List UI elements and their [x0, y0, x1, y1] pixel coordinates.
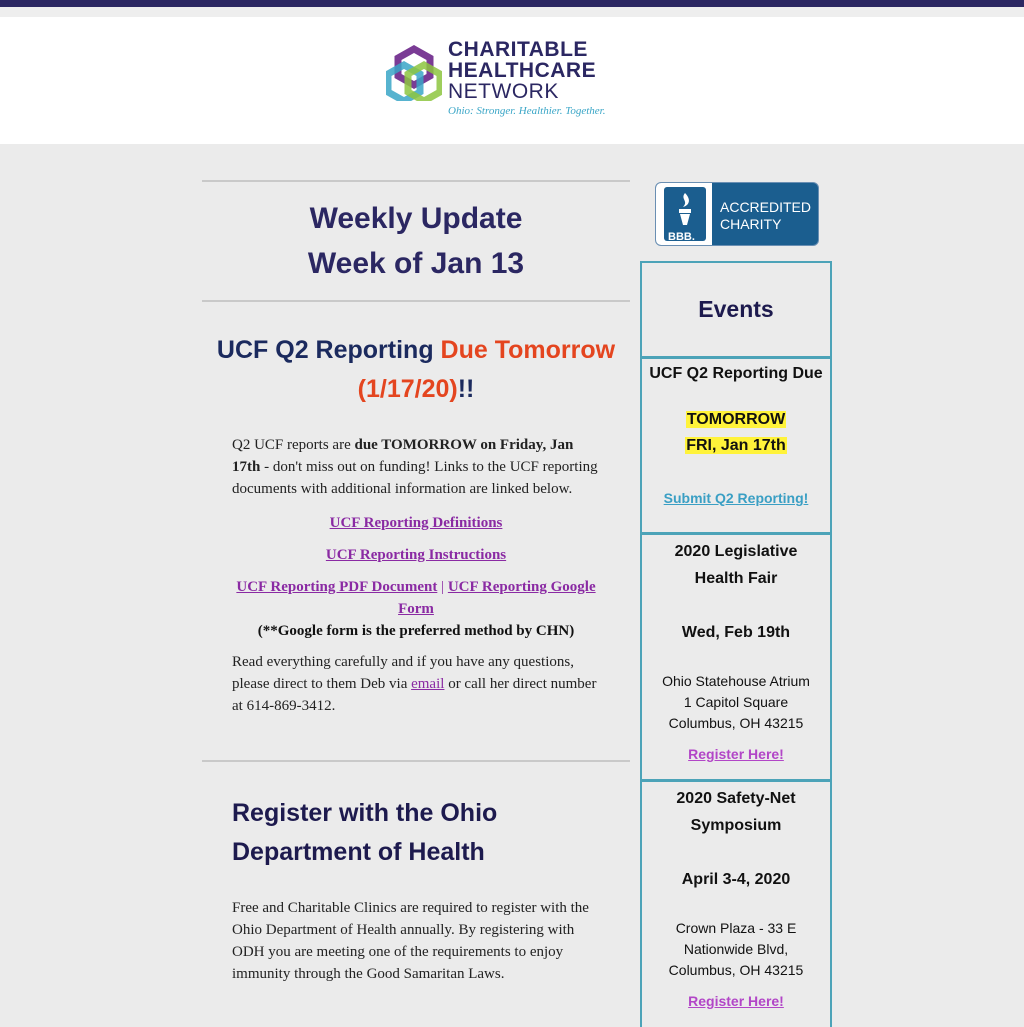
ucf-instructions-link[interactable]: UCF Reporting Instructions: [325, 547, 507, 563]
sidebar: [640, 182, 832, 1027]
divider: [202, 300, 630, 302]
bbb-text: [720, 199, 811, 233]
ucf-headline: [202, 331, 630, 409]
link-row-instructions: [202, 544, 630, 566]
bbb-accredited-badge[interactable]: [655, 182, 819, 246]
ucf-para-end: - don't miss out on funding! Links to the UCF reporting documents with additional information are linked below.: [232, 459, 598, 497]
event-item: [642, 356, 830, 532]
events-heading: Events: [698, 296, 774, 322]
ucf-definitions-link[interactable]: UCF Reporting Definitions: [329, 515, 503, 531]
ucf-headline-part1: UCF Q2 Reporting: [216, 336, 441, 364]
logo-line-3: NETWORK: [448, 80, 559, 103]
event-item: [642, 779, 830, 1027]
contact-start: Read everything carefully and if you have any questions, please direct to them Deb via: [232, 654, 574, 692]
event-address-line: 1 Capitol Square: [683, 694, 789, 710]
title-line-2: Week of Jan 13: [307, 247, 525, 280]
event-address-line: Columbus, OH 43215: [668, 715, 804, 731]
event-highlight: TOMORROW: [686, 411, 786, 428]
logo-line-1: CHARITABLE: [448, 38, 588, 61]
ucf-para-start: Q2 UCF reports are: [232, 437, 355, 453]
logo-line-2: HEALTHCARE: [448, 59, 597, 82]
event-date: April 3-4, 2020: [681, 871, 791, 888]
ucf-headline-end: !!: [457, 375, 475, 403]
bbb-line-1: ACCREDITED: [720, 199, 812, 215]
ucf-google-form-link[interactable]: UCF Reporting Google Form: [398, 579, 596, 617]
google-form-note: (**Google form is the preferred method by CHN): [257, 623, 575, 639]
events-panel: [640, 261, 832, 1027]
link-separator: |: [437, 579, 448, 595]
contact-paragraph: [202, 651, 630, 717]
ucf-paragraph: [202, 434, 630, 500]
email-link[interactable]: email: [411, 676, 445, 692]
event-title: 2020 Safety-Net Symposium: [676, 790, 796, 834]
title-line-1: Weekly Update: [309, 202, 523, 235]
bbb-logo-text: BBB.: [668, 231, 695, 243]
register-link[interactable]: Register Here!: [688, 746, 784, 762]
chn-logo[interactable]: [386, 39, 626, 125]
contact-end: or call her direct number at 614-869-3412.: [232, 676, 597, 714]
top-accent-bar: [0, 0, 1024, 7]
event-address-line: Ohio Statehouse Atrium: [662, 673, 810, 689]
bbb-line-2: CHARITY: [720, 216, 782, 232]
odh-paragraph: Free and Charitable Clinics are required to register with the Ohio Department of Health annually. By registering with ODH you are meeting one of the requirements to enjoy immunity through the Good Samaritan Laws.: [232, 900, 589, 982]
link-row-definitions: [202, 512, 630, 534]
event-address-line: Columbus, OH 43215: [668, 962, 804, 978]
event-title: UCF Q2 Reporting Due: [649, 365, 823, 382]
logo-wordmark: [448, 39, 596, 102]
link-row-forms: [202, 576, 630, 620]
event-item: [642, 532, 830, 779]
register-link[interactable]: Register Here!: [688, 993, 784, 1009]
submit-reporting-link[interactable]: Submit Q2 Reporting!: [663, 490, 809, 506]
ucf-pdf-link[interactable]: UCF Reporting PDF Document: [236, 579, 438, 595]
event-address-line: Nationwide Blvd,: [683, 941, 789, 957]
event-highlight: FRI, Jan 17th: [686, 437, 786, 454]
main-column: [202, 180, 630, 985]
ucf-para-bold: due TOMORROW on Friday, Jan 17th: [232, 437, 574, 475]
event-address-line: Crown Plaza - 33 E: [675, 920, 797, 936]
odh-heading: Register with the Ohio Department of Health: [232, 799, 498, 866]
event-date: Wed, Feb 19th: [681, 624, 791, 641]
hexagon-logo-icon: [386, 45, 442, 101]
bbb-logo-panel: [656, 183, 712, 245]
logo-tagline: Ohio: Stronger. Healthier. Together.: [448, 105, 606, 117]
ucf-headline-due: Due Tomorrow (1/17/20): [357, 336, 616, 403]
page-title: [202, 182, 630, 300]
divider: [202, 760, 630, 762]
event-title: 2020 Legislative Health Fair: [674, 543, 798, 587]
top-spacer: [0, 7, 1024, 17]
email-header: [0, 17, 1024, 144]
